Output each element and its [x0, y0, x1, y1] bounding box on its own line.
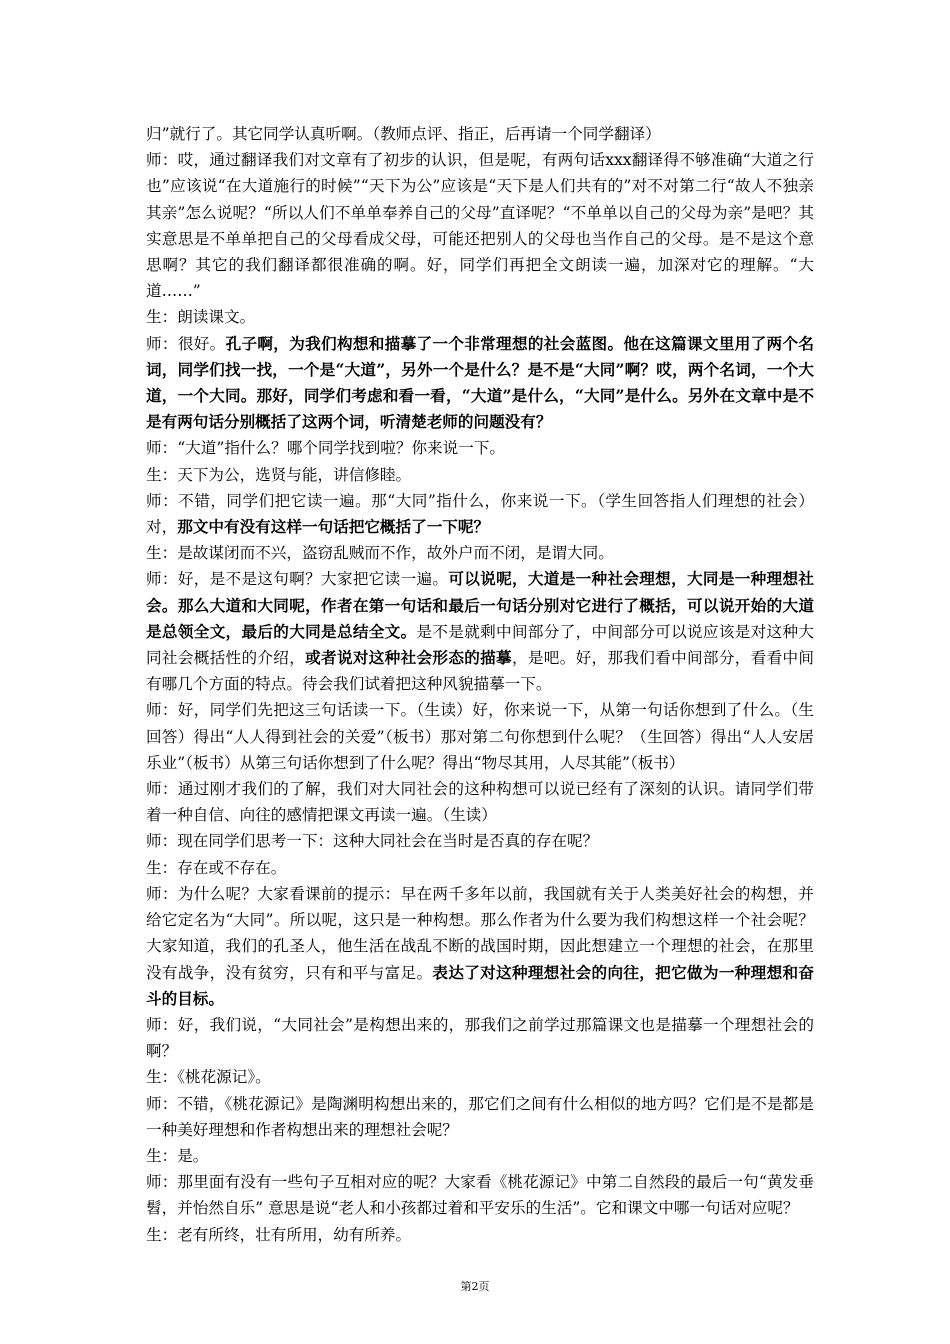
paragraph — [146, 147, 814, 304]
text-run: 师：那里面有没有一些句子互相对应的呢？大家看《桃花源记》中第二自然段的最后一句“黄发垂髫，并怡然自乐” 意思是说“老人和小孩都过着和平安乐的生活”。它和课文中哪一句话对应呢？ — [146, 1173, 814, 1218]
paragraph — [146, 540, 814, 566]
document-body — [146, 121, 814, 1248]
paragraph — [146, 855, 814, 881]
page-number: 第2页 — [460, 1280, 490, 1293]
bold-text-run: 那文中有没有这样一句话把它概括了一下呢？ — [177, 517, 490, 537]
text-run: 师：不错，《桃花源记》是陶渊明构想出来的，那它们之间有什么相似的地方吗？它们是不是都是一种美好理想和作者构想出来的理想社会呢？ — [146, 1094, 814, 1139]
text-run: 师：不错，同学们把它读一遍。那“大同”指什么，你来说一下。（学生回答指人们理想的社会）对， — [146, 491, 814, 537]
paragraph — [146, 828, 814, 854]
text-run: 师：现在同学们思考一下：这种大同社会在当时是否真的存在呢？ — [146, 832, 599, 851]
text-run: 师：通过刚才我们的了解，我们对大同社会的这种构想可以说已经有了深刻的认识。请同学们带着一种自信、向往的感情把课文再读一遍。（生读） — [146, 780, 814, 825]
paragraph — [146, 566, 814, 697]
bold-text-run: 可以说呢，大道是一种社会理想，大同是一种理想社会。那么大道和大同呢，作者在第一句话和最后一句话分别对它进行了概括，可以说开始的大道是总领全文，最后的大同是总结全文。 — [146, 569, 814, 641]
text-run: 师：“大道”指什么？哪个同学找到啦？你来说一下。 — [146, 439, 506, 458]
paragraph — [146, 1169, 814, 1221]
text-run: 生：朗读课文。 — [146, 308, 256, 327]
text-run: 是不是就剩中间部分了，中间部分可以说应该是对这种大同社会概括性的介绍， — [146, 622, 814, 668]
paragraph — [146, 331, 814, 436]
bold-text-run: 孔子啊，为我们构想和描摹了一个非常理想的社会蓝图。他在这篇课文里用了两个名词，同学们找一找，一个是“大道”，另外一个是什么？是不是“大同”啊？哎，两个名词，一个大道，一个大同。那好，同学们考虑和看一看，“大道”是什么，“大同”是什么。另外在文章中是不是有两句话分别概括了这两个词，听清楚老师的问题没有？ — [146, 333, 814, 432]
paragraph — [146, 1143, 814, 1169]
paragraph — [146, 435, 814, 461]
text-run: 师：哎，通过翻译我们对文章有了初步的认识，但是呢，有两句话xxx翻译得不够准确“大道之行也”应该说“在大道施行的时候”“天下为公”应该是“天下是人们共有的”对不对第二行“故人不独亲其亲”怎么说呢？“所以人们不单单奉养自己的父母”直译呢？“不单单以自己的父母为亲”是吧？其实意思是不单单把自己的父母看成父母，可能还把别人的父母也当作自己的父母。是不是这个意思啊？其它的我们翻译都很准确的啊。好，同学们再把全文朗读一遍，加深对它的理解。“大道……” — [146, 151, 814, 301]
bold-text-run: 或者说对这种社会形态的描摹 — [305, 648, 512, 668]
text-run: 师：好，同学们先把这三句话读一下。（生读）好，你来说一下，从第一句话你想到了什么。（生回答）得出“人人得到社会的关爱”（板书）那对第二句你想到什么呢？（生回答）得出“人人安居乐业”（板书）从第三句话你想到了什么呢？得出“物尽其用，人尽其能”（板书） — [146, 701, 814, 772]
text-run: 生：是。 — [146, 1146, 209, 1165]
paragraph — [146, 1222, 814, 1248]
text-run: 生：存在或不存在。 — [146, 858, 287, 877]
text-run: 师：为什么呢？大家看课前的提示：早在两千多年以前，我国就有关于人类美好社会的构想，并给它定名为“大同”。所以呢，这只是一种构想。那么作者为什么要为我们构想这样一个社会呢？大家知道，我们的孔圣人，他生活在战乱不断的战国时期，因此想建立一个理想的社会，在那里没有战争，没有贫穷，只有和平与富足。 — [146, 884, 814, 982]
text-run: 生：老有所终，壮有所用，幼有所养。 — [146, 1225, 412, 1244]
text-run: 生：天下为公，选贤与能，讲信修睦。 — [146, 465, 412, 484]
paragraph — [146, 881, 814, 1012]
paragraph — [146, 304, 814, 330]
paragraph — [146, 697, 814, 776]
text-run: 生：《桃花源记》。 — [146, 1068, 271, 1087]
text-run: 归”就行了。其它同学认真听啊。（教师点评、指正，后再请一个同学翻译） — [146, 125, 661, 143]
paragraph — [146, 121, 814, 147]
text-run: 师：好，我们说，“大同社会”是构想出来的，那我们之前学过那篇课文也是描摹一个理想社会的啊？ — [146, 1015, 814, 1061]
paragraph — [146, 488, 814, 540]
text-run: 生：是故谋闭而不兴，盗窃乱贼而不作，故外户而不闭，是谓大同。 — [146, 544, 614, 563]
paragraph — [146, 776, 814, 828]
paragraph — [146, 462, 814, 488]
paragraph — [146, 1091, 814, 1143]
text-run: ，是吧。好，那我们看中间部分，看看中间有哪几个方面的特点。待会我们试着把这种风貌描摹一下。 — [146, 649, 814, 694]
bold-text-run: 表达了对这种理想社会的向往，把它做为一种理想和奋斗的目标。 — [146, 962, 814, 1008]
paragraph — [146, 1012, 814, 1064]
paragraph — [146, 1064, 814, 1090]
text-run: 师：很好。 — [146, 334, 226, 353]
text-run: 师：好，是不是这句啊？大家把它读一遍。 — [146, 570, 449, 589]
